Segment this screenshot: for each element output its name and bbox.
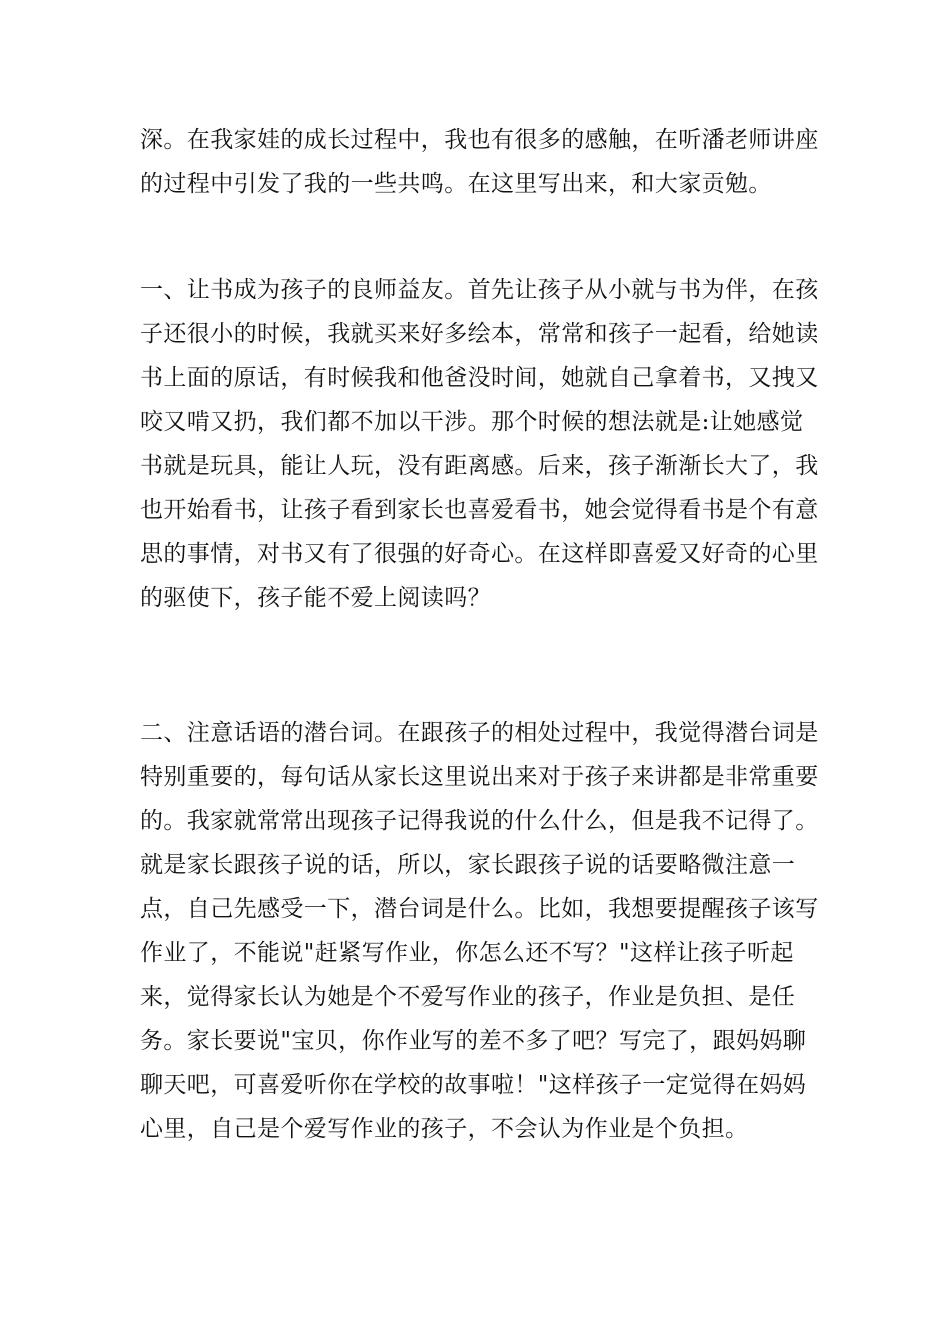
text-line: 的驱使下，孩子能不爱上阅读吗？ xyxy=(140,585,491,611)
text-line: 书上面的原话，有时候我和他爸没时间，她就自己拿着书，又拽又 xyxy=(140,365,819,391)
paragraph-section-one xyxy=(140,268,840,620)
text-line: 来，觉得家长认为她是个不爱写作业的孩子，作业是负担、是任 xyxy=(140,984,796,1010)
text-line: 务。家长要说"宝贝，你作业写的差不多了吧？写完了，跟妈妈聊 xyxy=(140,1028,807,1054)
text-line: 点，自己先感受一下，潜台词是什么。比如，我想要提醒孩子该写 xyxy=(140,896,819,922)
text-line: 也开始看书，让孩子看到家长也喜爱看书，她会觉得看书是个有意 xyxy=(140,497,819,523)
text-line: 咬又啃又扔，我们都不加以干涉。那个时候的想法就是:让她感觉 xyxy=(140,409,804,435)
text-line: 深。在我家娃的成长过程中，我也有很多的感触，在听潘老师讲座 xyxy=(140,127,819,153)
paragraph-intro xyxy=(140,118,840,206)
paragraph-section-two xyxy=(140,711,840,1151)
text-line: 二、注意话语的潜台词。在跟孩子的相处过程中，我觉得潜台词是 xyxy=(140,720,819,746)
text-line: 书就是玩具，能让人玩，没有距离感。后来，孩子渐渐长大了，我 xyxy=(140,453,819,479)
text-line: 心里，自己是个爱写作业的孩子，不会认为作业是个负担。 xyxy=(140,1116,749,1142)
text-line: 的过程中引发了我的一些共鸣。在这里写出来，和大家贡勉。 xyxy=(140,171,772,197)
text-line: 特别重要的，每句话从家长这里说出来对于孩子来讲都是非常重要 xyxy=(140,764,819,790)
text-line: 思的事情，对书又有了很强的好奇心。在这样即喜爱又好奇的心里 xyxy=(140,541,819,567)
text-line: 子还很小的时候，我就买来好多绘本，常常和孩子一起看，给她读 xyxy=(140,321,819,347)
text-line: 一、让书成为孩子的良师益友。首先让孩子从小就与书为伴，在孩 xyxy=(140,277,819,303)
text-line: 作业了，不能说"赶紧写作业，你怎么还不写？"这样让孩子听起 xyxy=(140,940,794,966)
text-line: 聊天吧，可喜爱听你在学校的故事啦！"这样孩子一定觉得在妈妈 xyxy=(140,1072,807,1098)
text-line: 就是家长跟孩子说的话，所以，家长跟孩子说的话要略微注意一 xyxy=(140,852,796,878)
text-line: 的。我家就常常出现孩子记得我说的什么什么，但是我不记得了。 xyxy=(140,808,819,834)
